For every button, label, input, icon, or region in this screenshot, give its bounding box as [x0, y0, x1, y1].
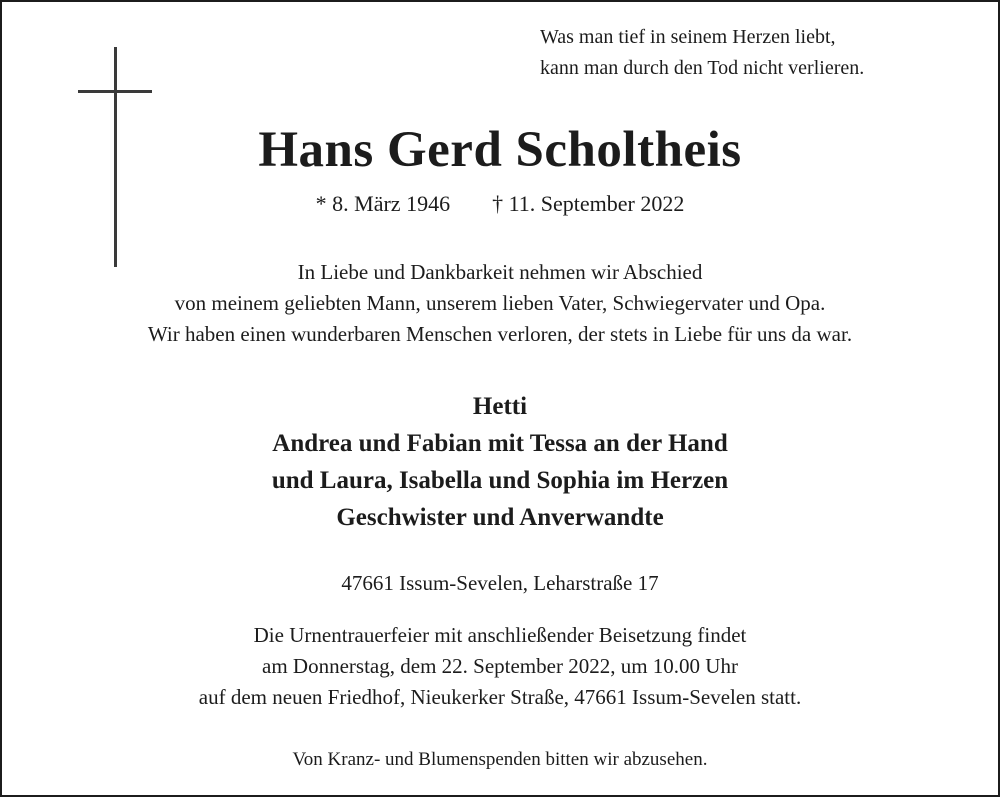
donation-note: Von Kranz- und Blumenspenden bitten wir abzusehen.	[292, 749, 708, 770]
motto-line: kann man durch den Tod nicht verlieren.	[540, 57, 865, 79]
mourners-list	[0, 388, 1000, 536]
motto-line: Was man tief in seinem Herzen liebt,	[540, 26, 836, 48]
life-dates	[0, 187, 1000, 221]
farewell-line: Wir haben einen wunderbaren Menschen verloren, der stets in Liebe für uns da war.	[147, 322, 853, 346]
mourner-line: und Laura, Isabella und Sophia im Herzen	[271, 467, 729, 494]
service-line: auf dem neuen Friedhof, Nieukerker Straße, 47661 Issum-Sevelen statt.	[198, 685, 802, 709]
mourner-line: Hetti	[472, 393, 528, 420]
service-line: am Donnerstag, dem 22. September 2022, um 10.00 Uhr	[262, 654, 738, 678]
deceased-name: Hans Gerd Scholtheis	[258, 122, 742, 178]
farewell-line: In Liebe und Dankbarkeit nehmen wir Abschied	[297, 260, 703, 284]
motto-quote	[540, 22, 980, 84]
birth-date: * 8. März 1946	[315, 191, 451, 216]
farewell-line: von meinem geliebten Mann, unserem lieben Vater, Schwiegervater und Opa.	[174, 291, 826, 315]
mourner-line: Andrea und Fabian mit Tessa an der Hand	[272, 430, 728, 457]
death-date: † 11. September 2022	[492, 191, 685, 216]
cross-horizontal-bar	[78, 90, 152, 93]
family-address: 47661 Issum-Sevelen, Leharstraße 17	[341, 571, 659, 595]
mourner-line: Geschwister und Anverwandte	[336, 504, 664, 531]
service-line: Die Urnentrauerfeier mit anschließender Beisetzung findet	[253, 623, 747, 647]
service-details	[0, 620, 1000, 713]
farewell-text	[0, 257, 1000, 350]
